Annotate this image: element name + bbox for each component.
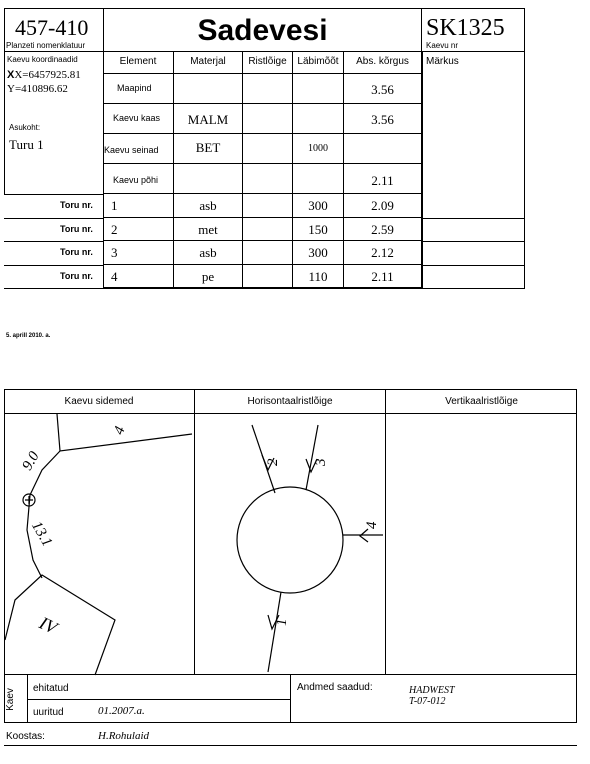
col-section: Ristlõige: [243, 51, 293, 74]
location-caption: Asukoht:: [9, 123, 41, 132]
col-remark: Märkus: [426, 56, 459, 67]
compiled-underline: [4, 745, 577, 746]
pipe-material: pe: [174, 265, 243, 289]
row-element: Kaevu põhi: [113, 175, 159, 185]
row-material: MALM: [174, 104, 243, 134]
coords-caption: Kaevu koordinaadid: [7, 55, 78, 64]
well-cross: [25, 496, 33, 504]
pipe-material: asb: [174, 241, 243, 265]
hand-pipe-4: 4: [364, 521, 380, 529]
compiled-value: H.Rohulaid: [98, 730, 150, 742]
row-height: 3.56: [344, 74, 422, 104]
row-material: BET: [174, 134, 243, 164]
data-from-value-2: T-07-012: [409, 696, 446, 707]
pipe-height: 2.11: [344, 265, 422, 289]
compiled-label: Koostas:: [6, 731, 45, 742]
data-from-value-1: HADWEST: [409, 685, 455, 696]
pipe-label: Toru nr.: [60, 200, 93, 210]
pipe-material: asb: [174, 194, 243, 218]
row-element: Kaevu kaas: [113, 113, 161, 123]
pipe-diameter: 110: [293, 265, 344, 289]
hand-pipe-2: 2: [265, 458, 281, 466]
pipe-label: Toru nr.: [60, 223, 93, 234]
pipe-nr: 1: [103, 194, 174, 218]
hand-building: IV: [36, 612, 61, 638]
well-id-caption: Kaevu nr: [426, 41, 459, 50]
well-id: SK1325: [426, 15, 505, 41]
pipe-line-1: [268, 592, 281, 672]
plan-number: 457-410: [15, 15, 89, 40]
kaev-side-label: Kaev: [4, 688, 16, 711]
col-diameter: Läbimõõt: [293, 51, 344, 74]
building-outline: [5, 575, 115, 675]
well-circle: [237, 487, 343, 593]
col-material: Materjal: [174, 51, 243, 74]
panel-title-horizontal: Horisontaalristlõige: [247, 396, 333, 407]
x-coord-value: X=6457925.81: [14, 69, 81, 81]
pipe-diameter: 150: [293, 218, 344, 242]
row-height: 3.56: [344, 104, 422, 134]
pipe-material: met: [174, 218, 243, 242]
pipe-height: 2.59: [344, 218, 422, 242]
hand-dist-b: 13.1: [28, 518, 56, 550]
page-title: Sadevesi: [197, 14, 328, 47]
pipe-nr: 2: [103, 218, 174, 242]
built-label: ehitatud: [33, 683, 69, 694]
hand-pipe-1: 1: [274, 618, 290, 626]
panel-title-vertical: Vertikaalristlõige: [445, 396, 518, 407]
pipe-line-3: [306, 425, 318, 490]
col-height: Abs. kõrgus: [344, 51, 422, 74]
footer-divider-h: [27, 699, 290, 700]
plan-number-caption: Planzeti nomenklatuur: [6, 41, 86, 50]
y-coord-value: Y=410896.62: [7, 83, 68, 95]
hand-pipe-3: 3: [313, 458, 329, 466]
hand-edge-label: 4: [111, 424, 129, 437]
col-element: Element: [103, 51, 174, 74]
date-note: 5. aprill 2010. a.: [6, 333, 51, 339]
row-height: 2.11: [344, 164, 422, 194]
location: Turu 1: [9, 137, 44, 152]
surveyed-label: uuritud: [33, 707, 64, 718]
pipe-diameter: 300: [293, 241, 344, 265]
panel-title-connections: Kaevu sidemed: [64, 396, 134, 407]
pipe-height: 2.09: [344, 194, 422, 218]
surveyed-value: 01.2007.a.: [98, 705, 145, 717]
footer-divider-v2: [290, 675, 291, 723]
hand-dist-a: 9.0: [19, 448, 43, 474]
pipe-nr: 4: [103, 265, 174, 289]
pipe-height: 2.12: [344, 241, 422, 265]
row-diameter: 1000: [293, 134, 344, 164]
row-element: Kaevu seinad: [104, 145, 159, 155]
pipe-label: Toru nr.: [60, 247, 93, 257]
x-coord: XX=6457925.81: [7, 69, 81, 81]
row-element: Maapind: [117, 83, 152, 93]
pipe-nr: 3: [103, 241, 174, 265]
data-from-label: Andmed saadud:: [297, 682, 373, 693]
pipe-label: Toru nr.: [60, 270, 93, 281]
pipe-diameter: 300: [293, 194, 344, 218]
